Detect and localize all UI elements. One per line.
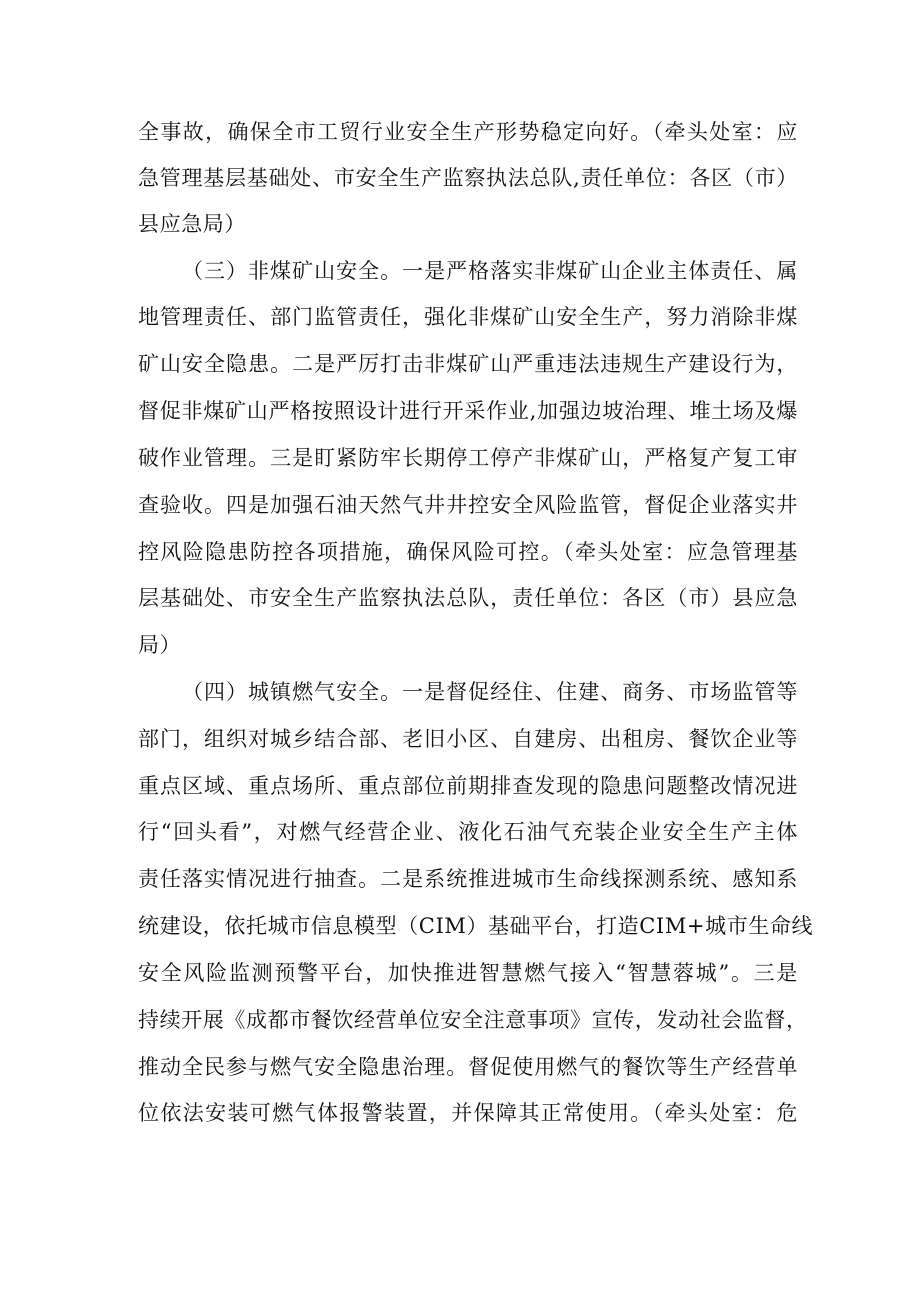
- paragraph-line: 县应急局）: [138, 212, 246, 236]
- paragraph-line: 持续开展《成都市餐饮经营单位安全注意事项》宣传，发动社会监督，: [138, 1008, 808, 1032]
- paragraph-line: 重点区域、重点场所、重点部位前期排查发现的隐患问题整改情况进: [138, 774, 798, 798]
- paragraph-line: （三）非煤矿山安全。一是严格落实非煤矿山企业主体责任、属: [182, 259, 798, 283]
- paragraph-line: 部门，组织对城乡结合部、老旧小区、自建房、出租房、餐饮企业等: [138, 727, 798, 751]
- paragraph-line: 层基础处、市安全生产监察执法总队，责任单位：各区（市）县应急: [138, 586, 798, 610]
- paragraph-line: 安全风险监测预警平台，加快推进智慧燃气接入“智慧蓉城”。三是: [138, 961, 798, 985]
- paragraph-line: 位依法安装可燃气体报警装置，并保障其正常使用。（牵头处室：危: [138, 1101, 798, 1125]
- paragraph-line: 急管理基层基础处、市安全生产监察执法总队,责任单位：各区（市）: [138, 166, 798, 190]
- paragraph-line: 全事故，确保全市工贸行业安全生产形势稳定向好。（牵头处室：应: [138, 120, 798, 144]
- paragraph-line: 控风险隐患防控各项措施，确保风险可控。（牵头处室：应急管理基: [138, 540, 798, 564]
- paragraph-line: 行“回头看”，对燃气经营企业、液化石油气充装企业安全生产主体: [138, 820, 798, 844]
- paragraph-line: 破作业管理。三是盯紧防牢长期停工停产非煤矿山，严格复产复工审: [138, 446, 798, 470]
- paragraph-line: 地管理责任、部门监管责任，强化非煤矿山安全生产，努力消除非煤: [138, 305, 798, 329]
- paragraph-line: 局）: [138, 633, 182, 657]
- paragraph-line: 矿山安全隐患。二是严厉打击非煤矿山严重违法违规生产建设行为，: [138, 352, 798, 376]
- paragraph-line: 统建设，依托城市信息模型（CIM）基础平台，打造CIM+城市生命线: [138, 914, 814, 938]
- paragraph-line: 责任落实情况进行抽查。二是系统推进城市生命线探测系统、感知系: [138, 867, 798, 891]
- paragraph-line: （四）城镇燃气安全。一是督促经住、住建、商务、市场监管等: [182, 680, 798, 704]
- paragraph-line: 推动全民参与燃气安全隐患治理。督促使用燃气的餐饮等生产经营单: [138, 1055, 798, 1079]
- paragraph-line: 督促非煤矿山严格按照设计进行开采作业,加强边坡治理、堆土场及爆: [138, 399, 798, 423]
- paragraph-line: 查验收。四是加强石油天然气井井控安全风险监管，督促企业落实井: [138, 493, 798, 517]
